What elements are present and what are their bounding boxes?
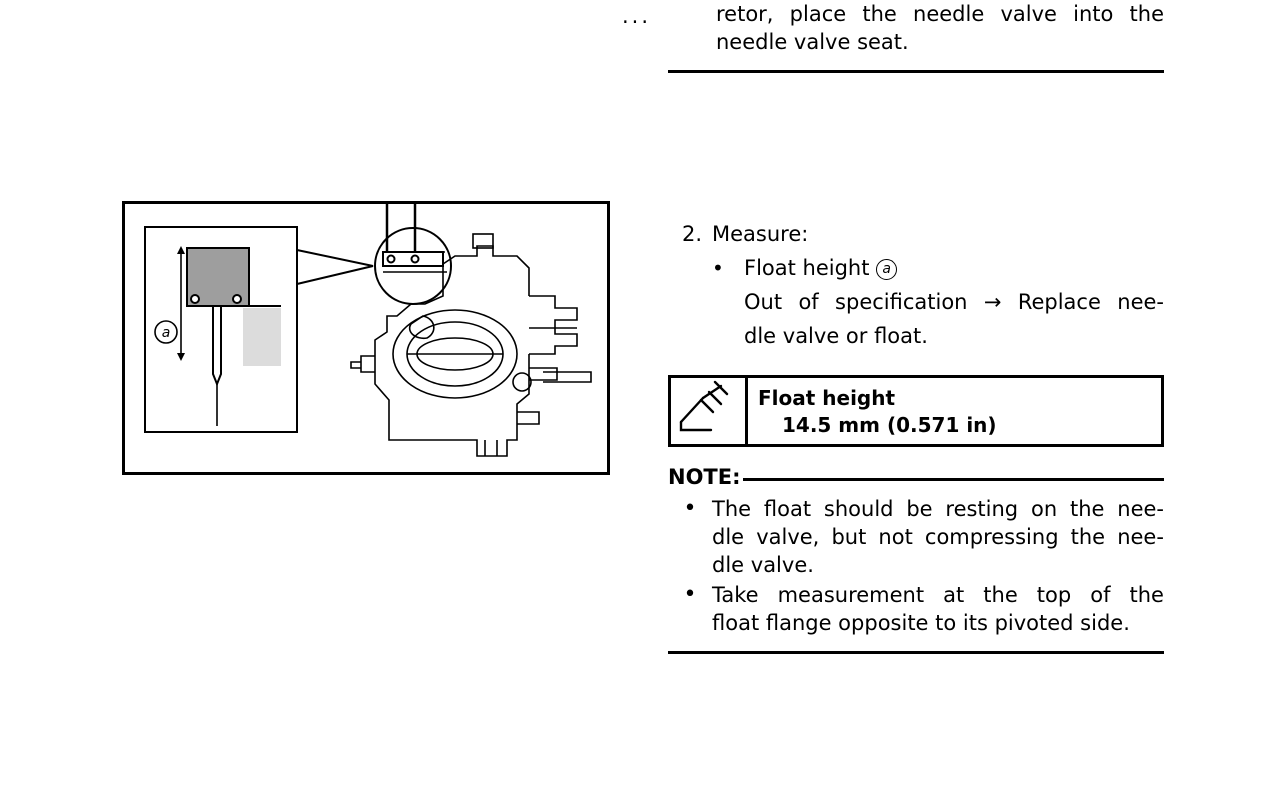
word: retor, [716,2,774,26]
word: nee- [1117,497,1164,521]
step-detail-line-2: dle valve or float. [744,324,928,348]
word: into [1073,2,1114,26]
word: valve [1000,2,1057,26]
word: not [878,525,913,549]
step-measure [668,217,1164,353]
note-label: NOTE: [668,465,741,489]
note-item-text [712,581,1164,637]
spec-label: Float height [758,386,896,410]
word: float [763,497,812,521]
word: The [712,497,752,521]
word: measurement [777,583,925,607]
measuring-tool-icon [671,378,748,444]
bullet-icon: • [683,496,697,521]
word: the [1129,2,1164,26]
bullet-icon: • [712,256,724,280]
word: place [789,2,847,26]
note-item-text [712,495,1164,579]
top-paragraph-line-2: needle valve seat. [716,30,909,54]
word: → [983,290,1002,314]
word: on [1030,497,1058,521]
word: should [823,497,894,521]
word: the [1069,497,1105,521]
word: the [983,583,1018,607]
ellipsis-marker: ... [622,4,652,28]
word: nee- [1117,525,1164,549]
bullet-icon: • [683,582,697,607]
bullet-label [744,251,1164,285]
figure-panel [122,201,610,475]
top-paragraph-line-1 [716,0,1164,28]
word: Out [744,290,783,314]
word: top [1036,583,1072,607]
word: dle [712,525,745,549]
word: nee- [1117,290,1164,314]
word: the [1129,583,1164,607]
circled-a-icon: a [876,259,897,280]
step-title: Measure: [712,222,809,246]
bullet-label-text: Float height [744,256,870,280]
word: specification [835,290,968,314]
word: at [943,583,965,607]
step-bullet-float-height [712,251,1164,285]
step-number: 2. [682,222,703,246]
spec-value: 14.5 mm (0.571 in) [782,413,997,437]
top-paragraph [668,0,1164,56]
word: compressing [924,525,1059,549]
word: needle [913,2,985,26]
word: the [1070,525,1106,549]
note-header [668,465,1164,489]
word: of [798,290,819,314]
figure-callout-a: a [161,325,171,341]
note-line [712,495,1164,523]
word: be [906,497,933,521]
carburetor-float-height-diagram [125,204,607,472]
note-list [668,495,1164,637]
note-line [712,523,1164,551]
word: resting [945,497,1019,521]
word: Take [712,583,759,607]
step-detail [712,285,1164,353]
word: valve, [756,525,820,549]
word: the [862,2,897,26]
note-line: dle valve. [712,553,814,577]
specification-text [748,378,1161,444]
word: Replace [1017,290,1101,314]
note-item [668,581,1164,637]
step-detail-line-1 [744,285,1164,319]
word: but [831,525,867,549]
section-divider-bottom [668,651,1164,654]
note-item [668,495,1164,579]
word: of [1090,583,1111,607]
specification-box [668,375,1164,447]
note-rule [743,478,1165,481]
right-column [668,0,1164,654]
note-line: float flange opposite to its pivoted side. [712,611,1130,635]
note-line [712,581,1164,609]
